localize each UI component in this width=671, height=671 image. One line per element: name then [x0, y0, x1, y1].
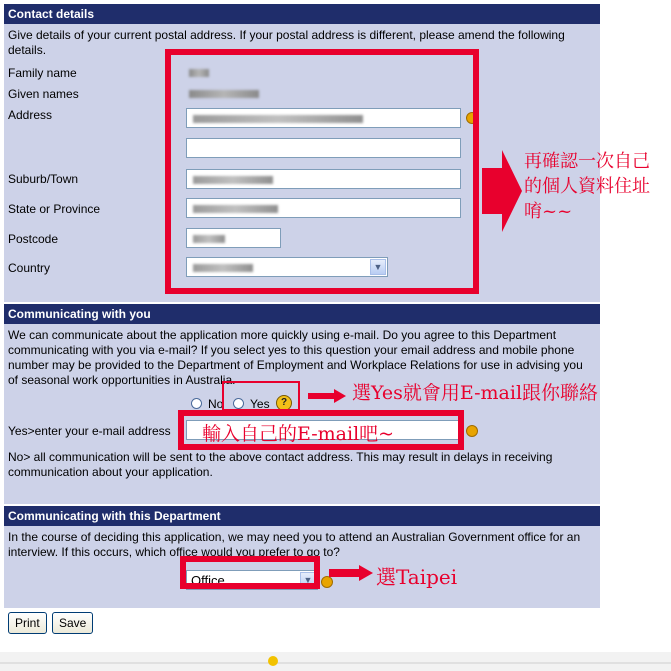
no-note: No> all communication will be sent to the above contact address. This may result in delays in receiving communication about your application. — [8, 450, 553, 479]
postcode-label: Postcode — [8, 232, 59, 246]
department-intro: In the course of deciding this application, we may need you to attend an Australian Government office for an interview. If this occurs, which office would you prefer to go to? — [8, 530, 581, 559]
annotation-office-box — [180, 556, 320, 589]
contact-details-header: Contact details — [4, 4, 600, 24]
annotation-arrow-yes — [308, 389, 346, 403]
country-label: Country — [8, 261, 51, 275]
help-icon[interactable] — [268, 656, 278, 666]
help-icon[interactable]: ? — [276, 395, 292, 411]
email-label: Yes>enter your e-mail address — [8, 424, 171, 438]
communicating-intro: We can communicate about the application more quickly using e-mail. Do you agree to this Department communicating with you via e-mail? If you select yes to this question your email address and mobile phone number may be provided to the Department of Employment and Workplace Relations for use in advising you of seasonal work opportunities in Australia. — [8, 328, 583, 387]
email-placeholder-text: 輸入自己的E-mail吧~ — [202, 423, 395, 445]
annotation-contact-box — [165, 49, 479, 294]
suburb-label: Suburb/Town — [8, 172, 79, 186]
office-value: Office — [191, 573, 225, 588]
print-button[interactable]: Print — [8, 612, 47, 634]
department-header: Communicating with this Department — [4, 506, 600, 526]
save-button[interactable]: Save — [52, 612, 93, 634]
communicating-header: Communicating with you — [4, 304, 600, 324]
address-label: Address — [8, 108, 53, 122]
family-name-label: Family name — [8, 66, 77, 80]
annotation-yes-text: 選Yes就會用E-mail跟你聯絡 — [352, 382, 599, 404]
given-names-label: Given names — [8, 87, 79, 101]
chevron-down-icon[interactable]: ▼ — [370, 259, 386, 275]
bottom-divider — [0, 662, 671, 664]
email-help-icon[interactable] — [466, 425, 478, 437]
yes-label: Yes — [250, 397, 270, 411]
annotation-arrow-office — [329, 565, 373, 581]
no-label: No — [208, 397, 224, 411]
chevron-down-icon[interactable]: ▼ — [300, 572, 316, 588]
annotation-yes-box — [222, 381, 300, 411]
contact-intro: Give details of your current postal address. If your postal address is different, please amend the following details. — [8, 28, 565, 57]
no-radio[interactable] — [191, 398, 202, 409]
bottom-nav-strip — [0, 652, 671, 671]
state-label: State or Province — [8, 202, 101, 216]
annotation-office-text: 選Taipei — [376, 565, 458, 589]
annotation-arrow-big — [482, 150, 522, 232]
annotation-contact-text: 再確認一次自己的個人資料住址唷~~ — [524, 151, 650, 222]
